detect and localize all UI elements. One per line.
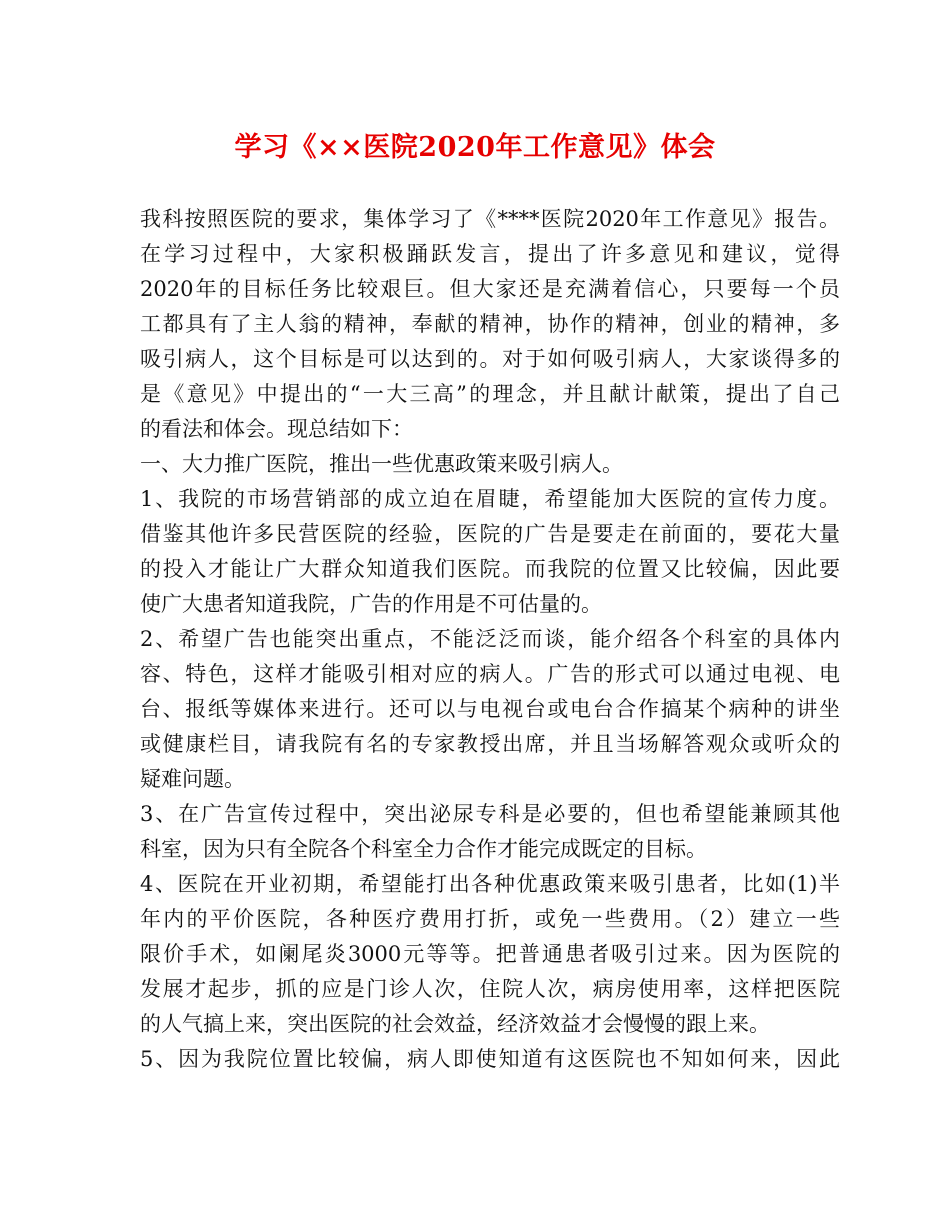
body-line: 年内的平价医院，各种医疗费用打折，或免一些费用。（2）建立一些 [140,907,840,931]
body-line: 发展才起步，抓的应是门诊人次，住院人次，病房使用率，这样把医院 [140,977,840,1001]
document-body [140,202,840,1077]
body-line: 在学习过程中，大家积极踊跃发言，提出了许多意见和建议，觉得 [140,242,840,266]
body-line: 限价手术，如阑尾炎3000元等等。把普通患者吸引过来。因为医院的 [140,942,840,966]
body-line: 科室，因为只有全院各个科室全力合作才能完成既定的目标。 [140,837,707,861]
body-line: 台、报纸等媒体来进行。还可以与电视台或电台合作搞某个病种的讲坐 [140,697,840,721]
body-line: 或健康栏目，请我院有名的专家教授出席，并且当场解答观众或听众的 [140,732,840,756]
body-line: 1、我院的市场营销部的成立迫在眉睫，希望能加大医院的宣传力度。 [140,487,840,511]
body-line: 4、医院在开业初期，希望能打出各种优惠政策来吸引患者，比如(1)半 [140,872,840,896]
body-line: 一、大力推广医院，推出一些优惠政策来吸引病人。 [140,452,623,476]
body-line: 工都具有了主人翁的精神，奉献的精神，协作的精神，创业的精神，多 [140,312,840,336]
body-line: 2、希望广告也能突出重点，不能泛泛而谈，能介绍各个科室的具体内 [140,627,840,651]
body-line: 的看法和体会。现总结如下： [140,417,413,441]
body-line: 5、因为我院位置比较偏，病人即使知道有这医院也不知如何来，因此 [140,1047,840,1071]
body-line: 使广大患者知道我院，广告的作用是不可估量的。 [140,592,602,616]
document-title: 学习《××医院2020年工作意见》体会 [234,132,716,163]
body-line: 是《意见》中提出的“一大三高”的理念，并且献计献策，提出了自己 [140,382,840,406]
body-line: 2020年的目标任务比较艰巨。但大家还是充满着信心，只要每一个员 [140,277,840,301]
body-line: 的投入才能让广大群众知道我们医院。而我院的位置又比较偏，因此要 [140,557,840,581]
body-line: 的人气搞上来，突出医院的社会效益，经济效益才会慢慢的跟上来。 [140,1012,770,1036]
body-line: 吸引病人，这个目标是可以达到的。对于如何吸引病人，大家谈得多的 [140,347,840,371]
body-line: 3、在广告宣传过程中，突出泌尿专科是必要的，但也希望能兼顾其他 [140,802,840,826]
body-line: 容、特色，这样才能吸引相对应的病人。广告的形式可以通过电视、电 [140,662,840,686]
body-line: 疑难问题。 [140,767,245,791]
body-line: 借鉴其他许多民营医院的经验，医院的广告是要走在前面的，要花大量 [140,522,840,546]
body-line: 我科按照医院的要求，集体学习了《****医院2020年工作意见》报告。 [140,207,840,231]
